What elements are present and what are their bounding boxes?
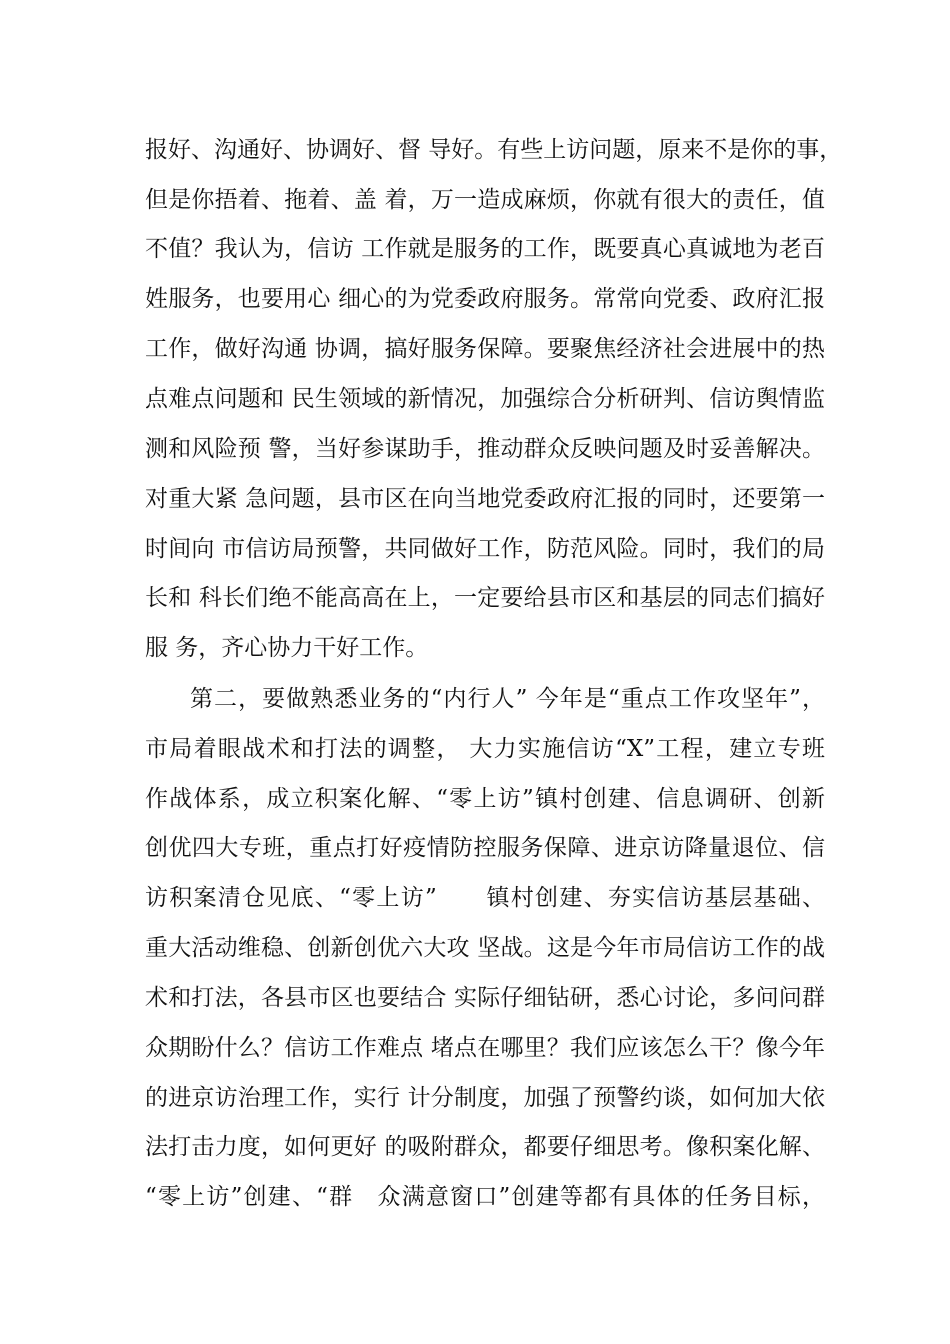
text-line: 长和 科长们绝不能高高在上，一定要给县市区和基层的同志们搞好 [145, 585, 825, 611]
text-line: 工作，做好沟通 协调，搞好服务保障。要聚焦经济社会进展中的热 [145, 336, 825, 362]
text-line: 时间向 市信访局预警，共同做好工作，防范风险。同时，我们的局 [145, 536, 825, 562]
text-line: 测和风险预 警，当好参谋助手，推动群众反映问题及时妥善解决。 [145, 436, 825, 462]
text-line: 第二，要做熟悉业务的“内行人” 今年是“重点工作攻坚年”， [190, 686, 825, 712]
text-line: 访积案清仓见底、“零上访” 镇村创建、夯实信访基层基础、 [145, 885, 825, 911]
text-line: 对重大紧 急问题，县市区在向当地党委政府汇报的同时，还要第一 [145, 486, 825, 512]
text-line: 重大活动维稳、创新创优六大攻 坚战。这是今年市局信访工作的战 [145, 935, 825, 961]
text-line: 但是你捂着、拖着、盖 着，万一造成麻烦，你就有很大的责任，值 [145, 187, 825, 213]
text-line: 法打击力度，如何更好 的吸附群众，都要仔细思考。像积案化解、 [145, 1134, 825, 1160]
text-line: “零上访”创建、“群 众满意窗口”创建等都有具体的任务目标， [145, 1184, 825, 1210]
text-line: 创优四大专班，重点打好疫情防控服务保障、进京访降量退位、信 [145, 835, 825, 861]
text-line: 不值？我认为，信访 工作就是服务的工作，既要真心真诚地为老百 [145, 236, 825, 262]
text-line: 术和打法，各县市区也要结合 实际仔细钻研，悉心讨论，多问问群 [145, 985, 825, 1011]
text-line: 作战体系，成立积案化解、“零上访”镇村创建、信息调研、创新 [145, 786, 825, 812]
text-line: 报好、沟通好、协调好、督 导好。有些上访问题，原来不是你的事， [145, 137, 843, 163]
text-line: 点难点问题和 民生领域的新情况，加强综合分析研判、信访舆情监 [145, 386, 825, 412]
text-line: 市局着眼战术和打法的调整， 大力实施信访“X”工程，建立专班 [145, 736, 825, 762]
text-line: 的进京访治理工作，实行 计分制度，加强了预警约谈，如何加大依 [145, 1085, 825, 1111]
text-line: 姓服务，也要用心 细心的为党委政府服务。常常向党委、政府汇报 [145, 286, 825, 312]
text-line: 服 务，齐心协力干好工作。 [145, 635, 429, 661]
text-line: 众期盼什么？信访工作难点 堵点在哪里？我们应该怎么干？像今年 [145, 1035, 825, 1061]
